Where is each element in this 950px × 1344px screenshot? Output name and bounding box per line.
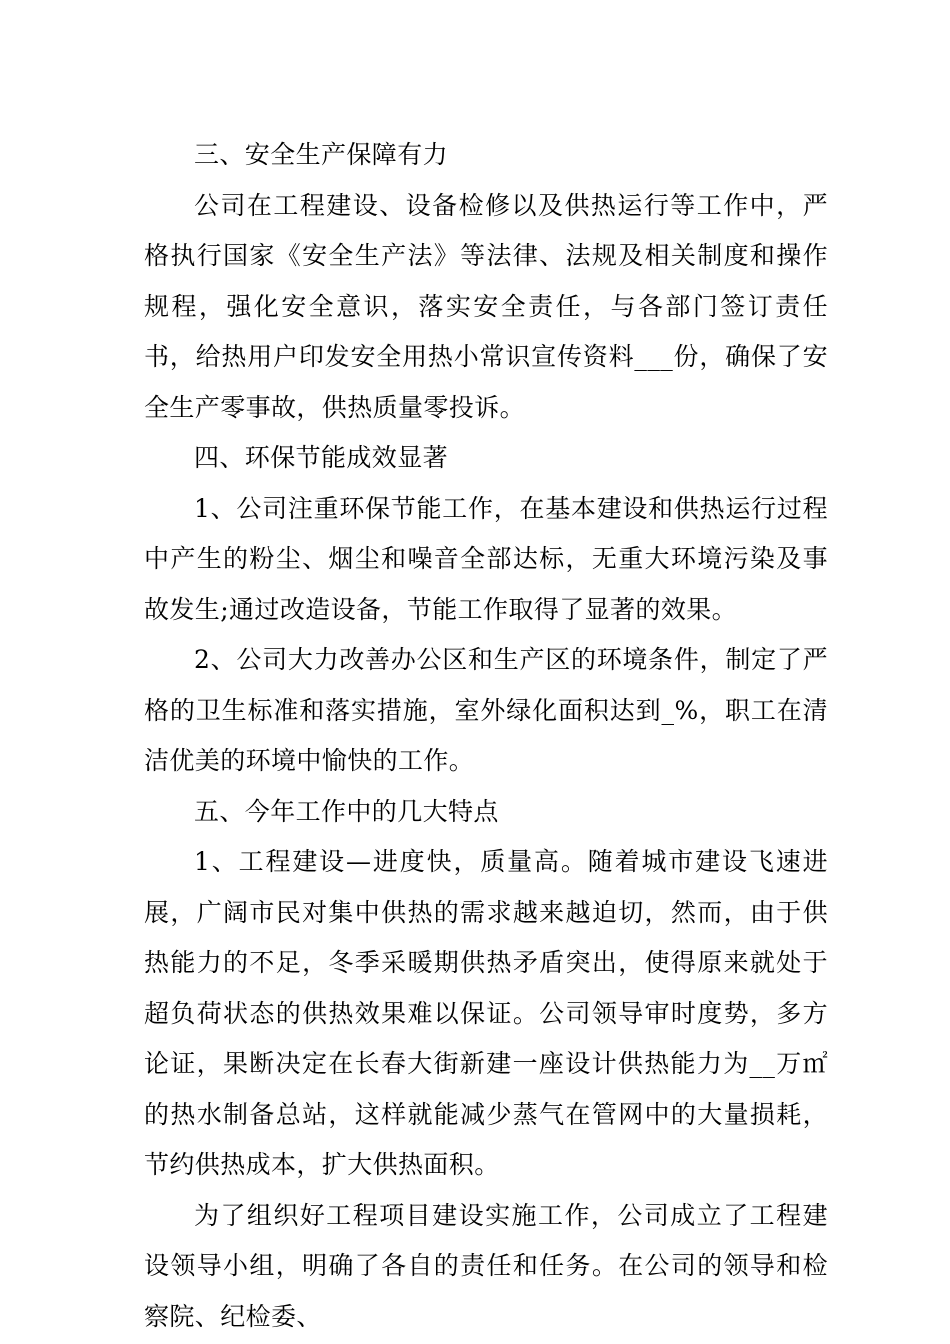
section-heading-environment: 四、环保节能成效显著 — [194, 443, 449, 472]
section-heading-features: 五、今年工作中的几大特点 — [194, 796, 499, 826]
document-body — [144, 130, 828, 1342]
paragraph-environment-1: 1、公司注重环保节能工作，在基本建设和供热运行过程中产生的粉尘、烟尘和噪音全部达标，无重大环境污染及事故发生;通过改造设备，节能工作取得了显著的效果。 — [144, 493, 828, 624]
paragraph-features-1: 1、工程建设—进度快，质量高。随着城市建设飞速进展，广阔市民对集中供热的需求越来越迫切，然而，由于供热能力的不足，冬季采暖期供热矛盾突出，使得原来就处于超负荷状态的供热效果难以保证。公司领导审时度势，多方论证，果断决定在长春大街新建一座设计供热能力为__万㎡的热水制备总站，这样就能减少蒸气在管网中的大量损耗，节约供热成本，扩大供热面积。 — [144, 847, 828, 1179]
paragraph-features-2: 为了组织好工程项目建设实施工作，公司成立了工程建设领导小组，明确了各自的责任和任务。在公司的领导和检察院、纪检委、 — [144, 1200, 828, 1331]
paragraph-safety: 公司在工程建设、设备检修以及供热运行等工作中，严格执行国家《安全生产法》等法律、法规及相关制度和操作规程，强化安全意识，落实安全责任，与各部门签订责任书，给热用户印发安全用热小常识宣传资料___份，确保了安全生产零事故，供热质量零投诉。 — [144, 190, 828, 422]
section-heading-safety: 三、安全生产保障有力 — [194, 140, 449, 169]
paragraph-environment-2: 2、公司大力改善办公区和生产区的环境条件，制定了严格的卫生标准和落实措施，室外绿化面积达到_%，职工在清洁优美的环境中愉快的工作。 — [144, 645, 828, 775]
